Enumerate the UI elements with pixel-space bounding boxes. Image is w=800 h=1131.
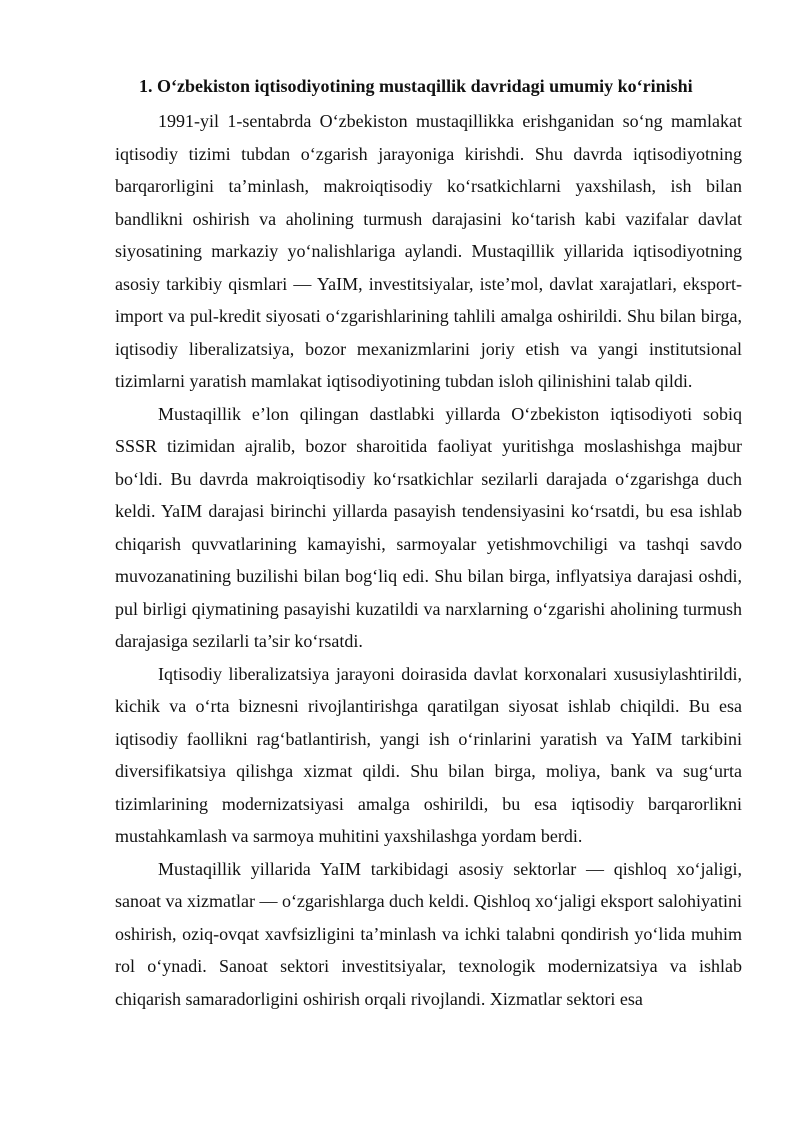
paragraph-4: Mustaqillik yillarida YaIM tarkibidagi asosiy sektorlar — qishloq xo‘jaligi, sanoat va xizmatlar — o‘zgarishlarga duch keldi. Qishloq xo‘jaligi eksport salohiyatini oshirish, oziq-ovqat xavfsizligini ta’minlash va ichki talabni qondirish yo‘lida muhim rol o‘ynadi. Sanoat sektori investitsiyalar, texnologik modernizatsiya va ishlab chiqarish samaradorligini oshirish orqali rivojlandi. Xizmatlar sektori esa [115, 858, 743, 1009]
paragraph-3: Iqtisodiy liberalizatsiya jarayoni doirasida davlat korxonalari xususiylashtirildi, kichik va o‘rta biznesni rivojlantirishga qaratilgan siyosat ishlab chiqildi. Bu esa iqtisodiy faollikni rag‘batlantirish, yangi ish o‘rinlarini yaratish va YaIM tarkibini diversifikatsiya qilishga xizmat qildi. Shu bilan birga, moliya, bank va sug‘urta tizimlarining modernizatsiyasi amalga oshirildi, bu esa iqtisodiy barqarorlikni mustahkamlash va sarmoya muhitini yaxshilashga yordam berdi. [115, 663, 742, 846]
paragraph-2: Mustaqillik e’lon qilingan dastlabki yillarda O‘zbekiston iqtisodiyoti sobiq SSSR tizimidan ajralib, bozor sharoitida faoliyat yuritishga moslashishga majbur bo‘ldi. Bu davrda makroiqtisodiy ko‘rsatkichlar sezilarli darajada o‘zgarishga duch keldi. YaIM darajasi birinchi yillarda pasayish tendensiyasini ko‘rsatdi, bu esa ishlab chiqarish quvvatlarining kamayishi, sarmoyalar yetishmovchiligi va tashqi savdo muvozanatining buzilishi bilan bog‘liq edi. Shu bilan birga, inflyatsiya darajasi oshdi, pul birligi qiymatining pasayishi kuzatildi va narxlarning o‘zgarishi aholining turmush darajasiga sezilarli ta’sir ko‘rsatdi. [115, 403, 742, 651]
paragraph-1: 1991-yil 1-sentabrda O‘zbekiston mustaqillikka erishganidan so‘ng mamlakat iqtisodiy tizimi tubdan o‘zgarish jarayoniga kirishdi. Shu davrda iqtisodiyotning barqarorligini ta’minlash, makroiqtisodiy ko‘rsatkichlarni yaxshilash, ish bilan bandlikni oshirish va aholining turmush darajasini ko‘tarish kabi vazifalar davlat siyosatining markaziy yo‘nalishlariga aylandi. Mustaqillik yillarida iqtisodiyotning asosiy tarkibiy qismlari — YaIM, investitsiyalar, iste’mol, davlat xarajatlari, eksport-import va pul-kredit siyosati o‘zgarishlarining tahlili amalga oshirildi. Shu bilan birga, iqtisodiy liberalizatsiya, bozor mexanizmlarini joriy etish va yangi institutsional tizimlarni yaratish mamlakat iqtisodiyotining tubdan isloh qilinishini talab qildi. [115, 111, 742, 391]
section-heading: 1. O‘zbekiston iqtisodiyotining mustaqillik davridagi umumiy ko‘rinishi [139, 76, 693, 96]
